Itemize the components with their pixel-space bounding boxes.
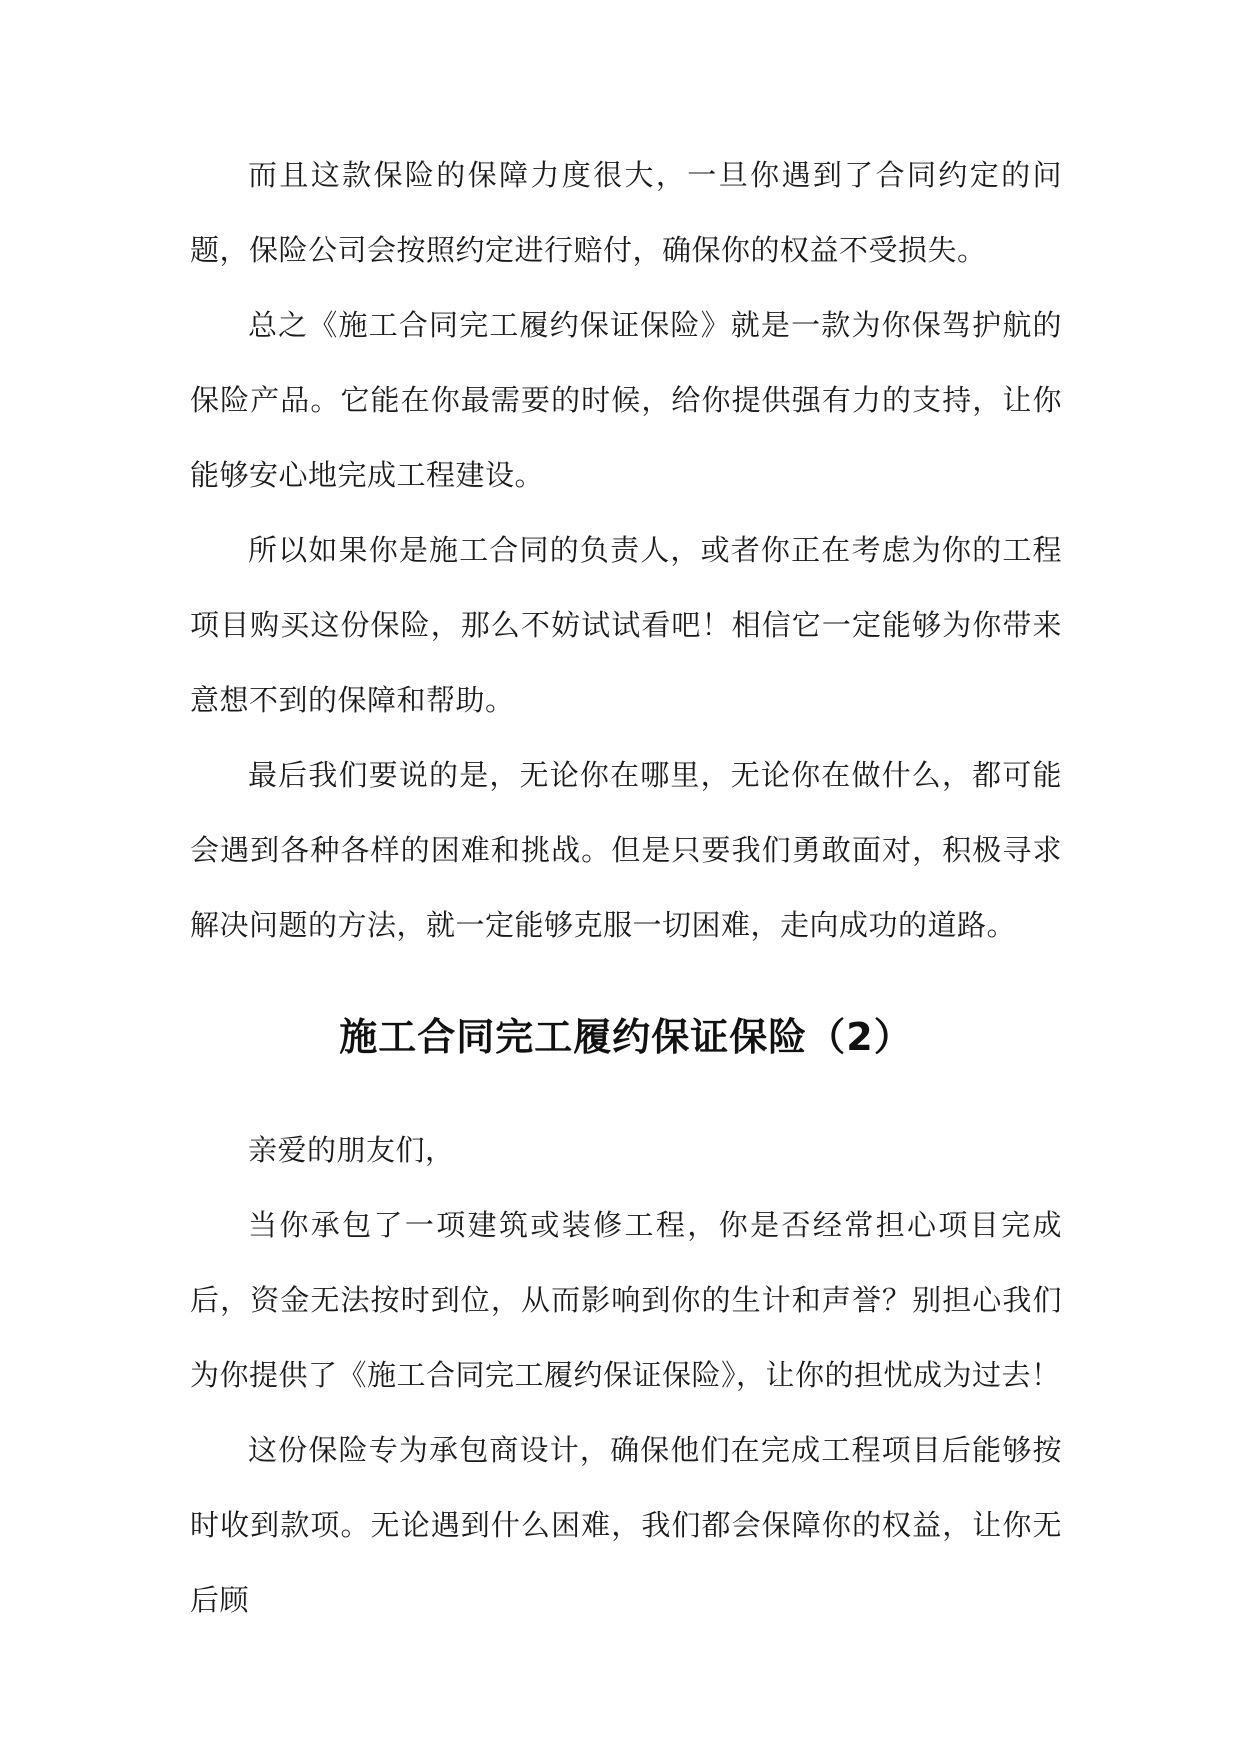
paragraph: 而且这款保险的保障力度很大，一旦你遇到了合同约定的问题，保险公司会按照约定进行赔付，确保你的权益不受损失。 <box>190 158 1062 267</box>
paragraph: 亲爱的朋友们， <box>248 1133 455 1167</box>
paragraph: 总之《施工合同完工履约保证保险》就是一款为你保驾护航的保险产品。它能在你最需要的时候，给你提供强有力的支持，让你能够安心地完成工程建设。 <box>190 308 1062 492</box>
paragraph: 这份保险专为承包商设计，确保他们在完成工程项目后能够按时收到款项。无论遇到什么困难，我们都会保障你的权益，让你无后顾 <box>190 1433 1062 1617</box>
paragraph: 最后我们要说的是，无论你在哪里，无论你在做什么，都可能会遇到各种各样的困难和挑战。但是只要我们勇敢面对，积极寻求解决问题的方法，就一定能够克服一切困难，走向成功的道路。 <box>190 758 1062 942</box>
paragraph: 所以如果你是施工合同的负责人，或者你正在考虑为你的工程项目购买这份保险，那么不妨试试看吧！相信它一定能够为你带来意想不到的保障和帮助。 <box>190 533 1062 717</box>
paragraph: 当你承包了一项建筑或装修工程，你是否经常担心项目完成后，资金无法按时到位，从而影响到你的生计和声誉？别担心我们为你提供了《施工合同完工履约保证保险》，让你的担忧成为过去！ <box>190 1208 1062 1392</box>
section-heading: 施工合同完工履约保证保险（2） <box>339 1015 913 1059</box>
document-body <box>190 138 1062 1638</box>
